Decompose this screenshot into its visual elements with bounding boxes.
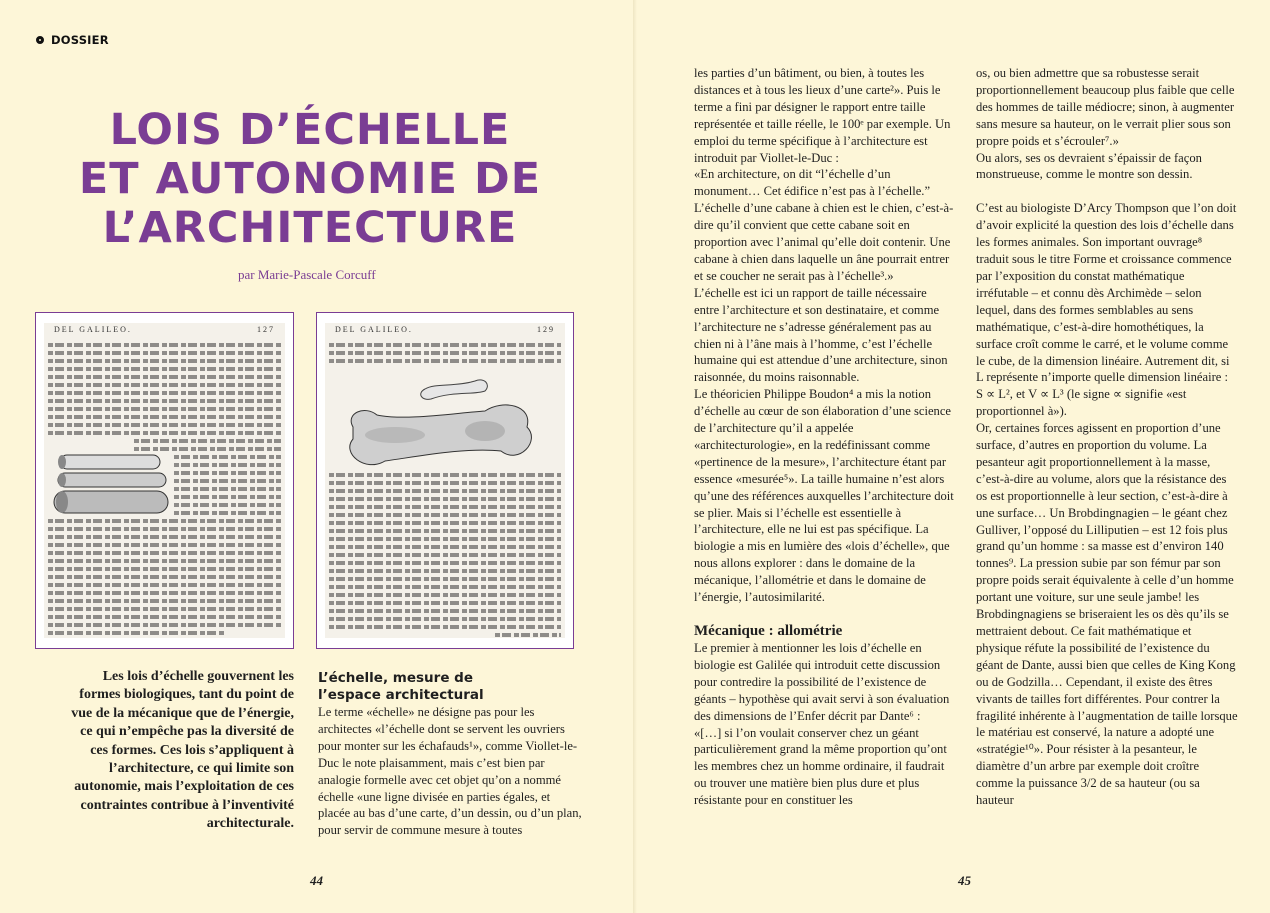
page-number-left: 44 — [310, 873, 323, 888]
scan-running-head — [325, 325, 565, 337]
figure-galileo-bones — [316, 312, 574, 649]
scan-page-number: 129 — [537, 325, 555, 334]
page-fold — [633, 0, 637, 913]
title-line-1: LOIS D’ÉCHELLE — [109, 105, 511, 155]
col2-paragraph-4: Le théoricien Philippe Boudon⁴ a mis la notion d’échelle au cœur de son élaboration d’une science de l’architecture qu’il a appelée «architecturologie», en la redéfinissant comme «pertinence de la mesure», l’architecture étant par essence «mesurée⁵». La taille humaine n’est alors qu’une des références auxquelles l’architecture doit se plier. Mais si l’échelle est essentielle à l’architecture, elle ne lui est pas spécifique. La biologie a mis en lumière des «lois d’échelle», que nous allons explorer : dans le domaine de la mécanique, l’allométrie et dans le domaine de l’énergie, l’autosimilarité. — [694, 387, 954, 605]
cylinders-illustration — [50, 449, 172, 517]
byline: par Marie-Pascale Corcuff — [238, 267, 376, 282]
col3-paragraph-4: Or, certaines forces agissent en proportion d’une surface, d’autres en proportion du volume. La pesanteur agit proportionnellement à la masse, c’est-à-dire au volume, alors que la résistance des os est proportionnelle à leur section, c’est-à-dire à une surface… Un Brobdingnagien – le géant chez Gulliver, l’opposé du Lilliputien – est 12 fois plus grand qu’un homme : sa masse est d’environ 140 tonnes⁹. La pression subie par son fémur par son propre poids serait équivalente à celle d’un homme portant une voiture, sur une seule jambe! les Brobdingnagiens se briseraient les os dès qu’ils se mettraient debout. Ce fait mathématique et physique réfute la possibilité de l’existence du géant de Dante, aussi bien que celles de King Kong ou de Godzilla… Cependant, il existe des êtres vivants de tailles fort différentes. Pour contrer la fragilité inhérente à l’augmentation de taille lorsque le matériau est conservé, la nature a adopté une «stratégie¹⁰». Pour résister à la pesanteur, le diamètre d’un arbre par exemple doit croître comme la puissance 3/2 de sa hauteur (ou sa hauteur — [976, 421, 1238, 808]
col2-quote-viollet: «En architecture, on dit “l’échelle d’un monument… Cet édifice n’est pas à l’échelle.” L’échelle d’une cabane à chien est le chien, c’est-à-dire qu’il convient que cette cabane soit en proportion avec l’animal qu’elle doit contenir. Une cabane à chien dans laquelle un âne pourrait entrer et se coucher ne serait pas à l’échelle³.» — [694, 167, 954, 283]
title-line-2: ET AUTONOMIE DE — [78, 154, 542, 204]
figure-galileo-cylinders — [35, 312, 294, 649]
circle-bullet-icon — [36, 36, 44, 44]
column-2 — [694, 65, 954, 809]
col1-paragraph-1: Le terme «échelle» ne désigne pas pour les architectes «l’échelle dont se servent les ouvriers pour monter sur les échafauds¹», comme Viollet-le-Duc le note plaisamment, mais c’est bien par analogie formelle avec cet objet qu’on a nommé échelle «une ligne divisée en parties égales, et placée au bas d’une carte, d’un dessin, ou d’un plan, pour servir de commune mesure à toutes — [318, 705, 582, 838]
scan-running-head — [44, 325, 285, 337]
subtitle-mecanique: Mécanique : allométrie — [694, 623, 843, 639]
scan-head-text: DEL GALILEO. — [335, 325, 413, 334]
page-number-right: 45 — [958, 873, 971, 888]
col3-paragraph-1: os, ou bien admettre que sa robustesse serait proportionnellement beaucoup plus faible que celle des hommes de taille médiocre; sinon, à augmenter sans mesure sa hauteur, on le verrait plier sous son propre poids et s’écrouler⁷.» — [976, 66, 1235, 148]
article-title — [60, 106, 560, 253]
scan-head-text: DEL GALILEO. — [54, 325, 132, 334]
column-3 — [976, 65, 1238, 809]
lead-paragraph: Les lois d’échelle gouvernent les formes biologiques, tant du point de vue de la mécanique que de l’énergie, ce qui n’empêche pas la diversité de ces formes. Ces lois s’appliquent à l’architecture, ce qui limite son autonomie, mais l’exploitation de ces contraintes contribue à l’inventivité architecturale. — [71, 669, 294, 832]
scan-page-127 — [44, 323, 285, 638]
section-label — [36, 33, 109, 47]
col2-paragraph-3: L’échelle est ici un rapport de taille nécessaire entre l’architecture et son destinataire, et comme l’architecture ne s’adresse généralement pas au chien ni à l’âne mais à l’homme, c’est l’échelle humaine qui est attendue d’une architecture, sinon raisonnée, du moins raisonnable. — [694, 285, 948, 385]
bones-illustration — [335, 369, 555, 469]
col2-quote-galilee: «[…] si l’on voulait conserver chez un géant particulièrement grand la même proportion qu’ont les membres chez un homme ordinaire, il faudrait ou trouver une matière bien plus dure et plus résistante pour en constituer les — [694, 725, 947, 808]
scan-page-129 — [325, 323, 565, 638]
column-1 — [318, 670, 583, 839]
title-line-3: L’ARCHITECTURE — [102, 203, 518, 253]
subtitle-line-2: l’espace architectural — [318, 687, 484, 703]
subtitle-line-1: L’échelle, mesure de — [318, 670, 473, 686]
col2-paragraph-1: les parties d’un bâtiment, ou bien, à toutes les distances et à tous les lieux d’une carte²». Puis le terme a fini par désigner le rapport entre taille représentée et taille réelle, le 100ᵉ par exemple. Un emploi du terme spécifique à l’architecture est introduit par Viollet-le-Duc : — [694, 66, 951, 165]
scan-page-number: 127 — [257, 325, 275, 334]
col2-paragraph-5: Le premier à mentionner les lois d’échelle en biologie est Galilée qui introduit cette discussion pour contredire la possibilité de l’existence de géants – hypothèse qui avait servi à son évaluation des dimensions de l’Enfer décrit par Dante⁶ : — [694, 641, 950, 723]
section-label-text: DOSSIER — [51, 33, 109, 47]
col3-paragraph-3: C’est au biologiste D’Arcy Thompson que l’on doit d’avoir explicité la question des lois d’échelle dans les formes animales. Son important ouvrage⁸ traduit sous le titre Forme et croissance commence par l’exposition du constat mathématique irréfutable – et connu dès Archimède – selon lequel, dans des formes semblables au sens mathématique, c’est-à-dire homothétiques, la surface croît comme le carré, et le volume comme le cube, de la dimension linéaire. Autrement dit, si L représente n’importe quelle dimension linéaire : S ∝ L², et V ∝ L³ (le signe ∝ signifie «est proportionnel à»). — [976, 201, 1237, 419]
col3-paragraph-2: Ou alors, ses os devraient s’épaissir de façon monstrueuse, comme le montre son dessin. — [976, 150, 1202, 182]
